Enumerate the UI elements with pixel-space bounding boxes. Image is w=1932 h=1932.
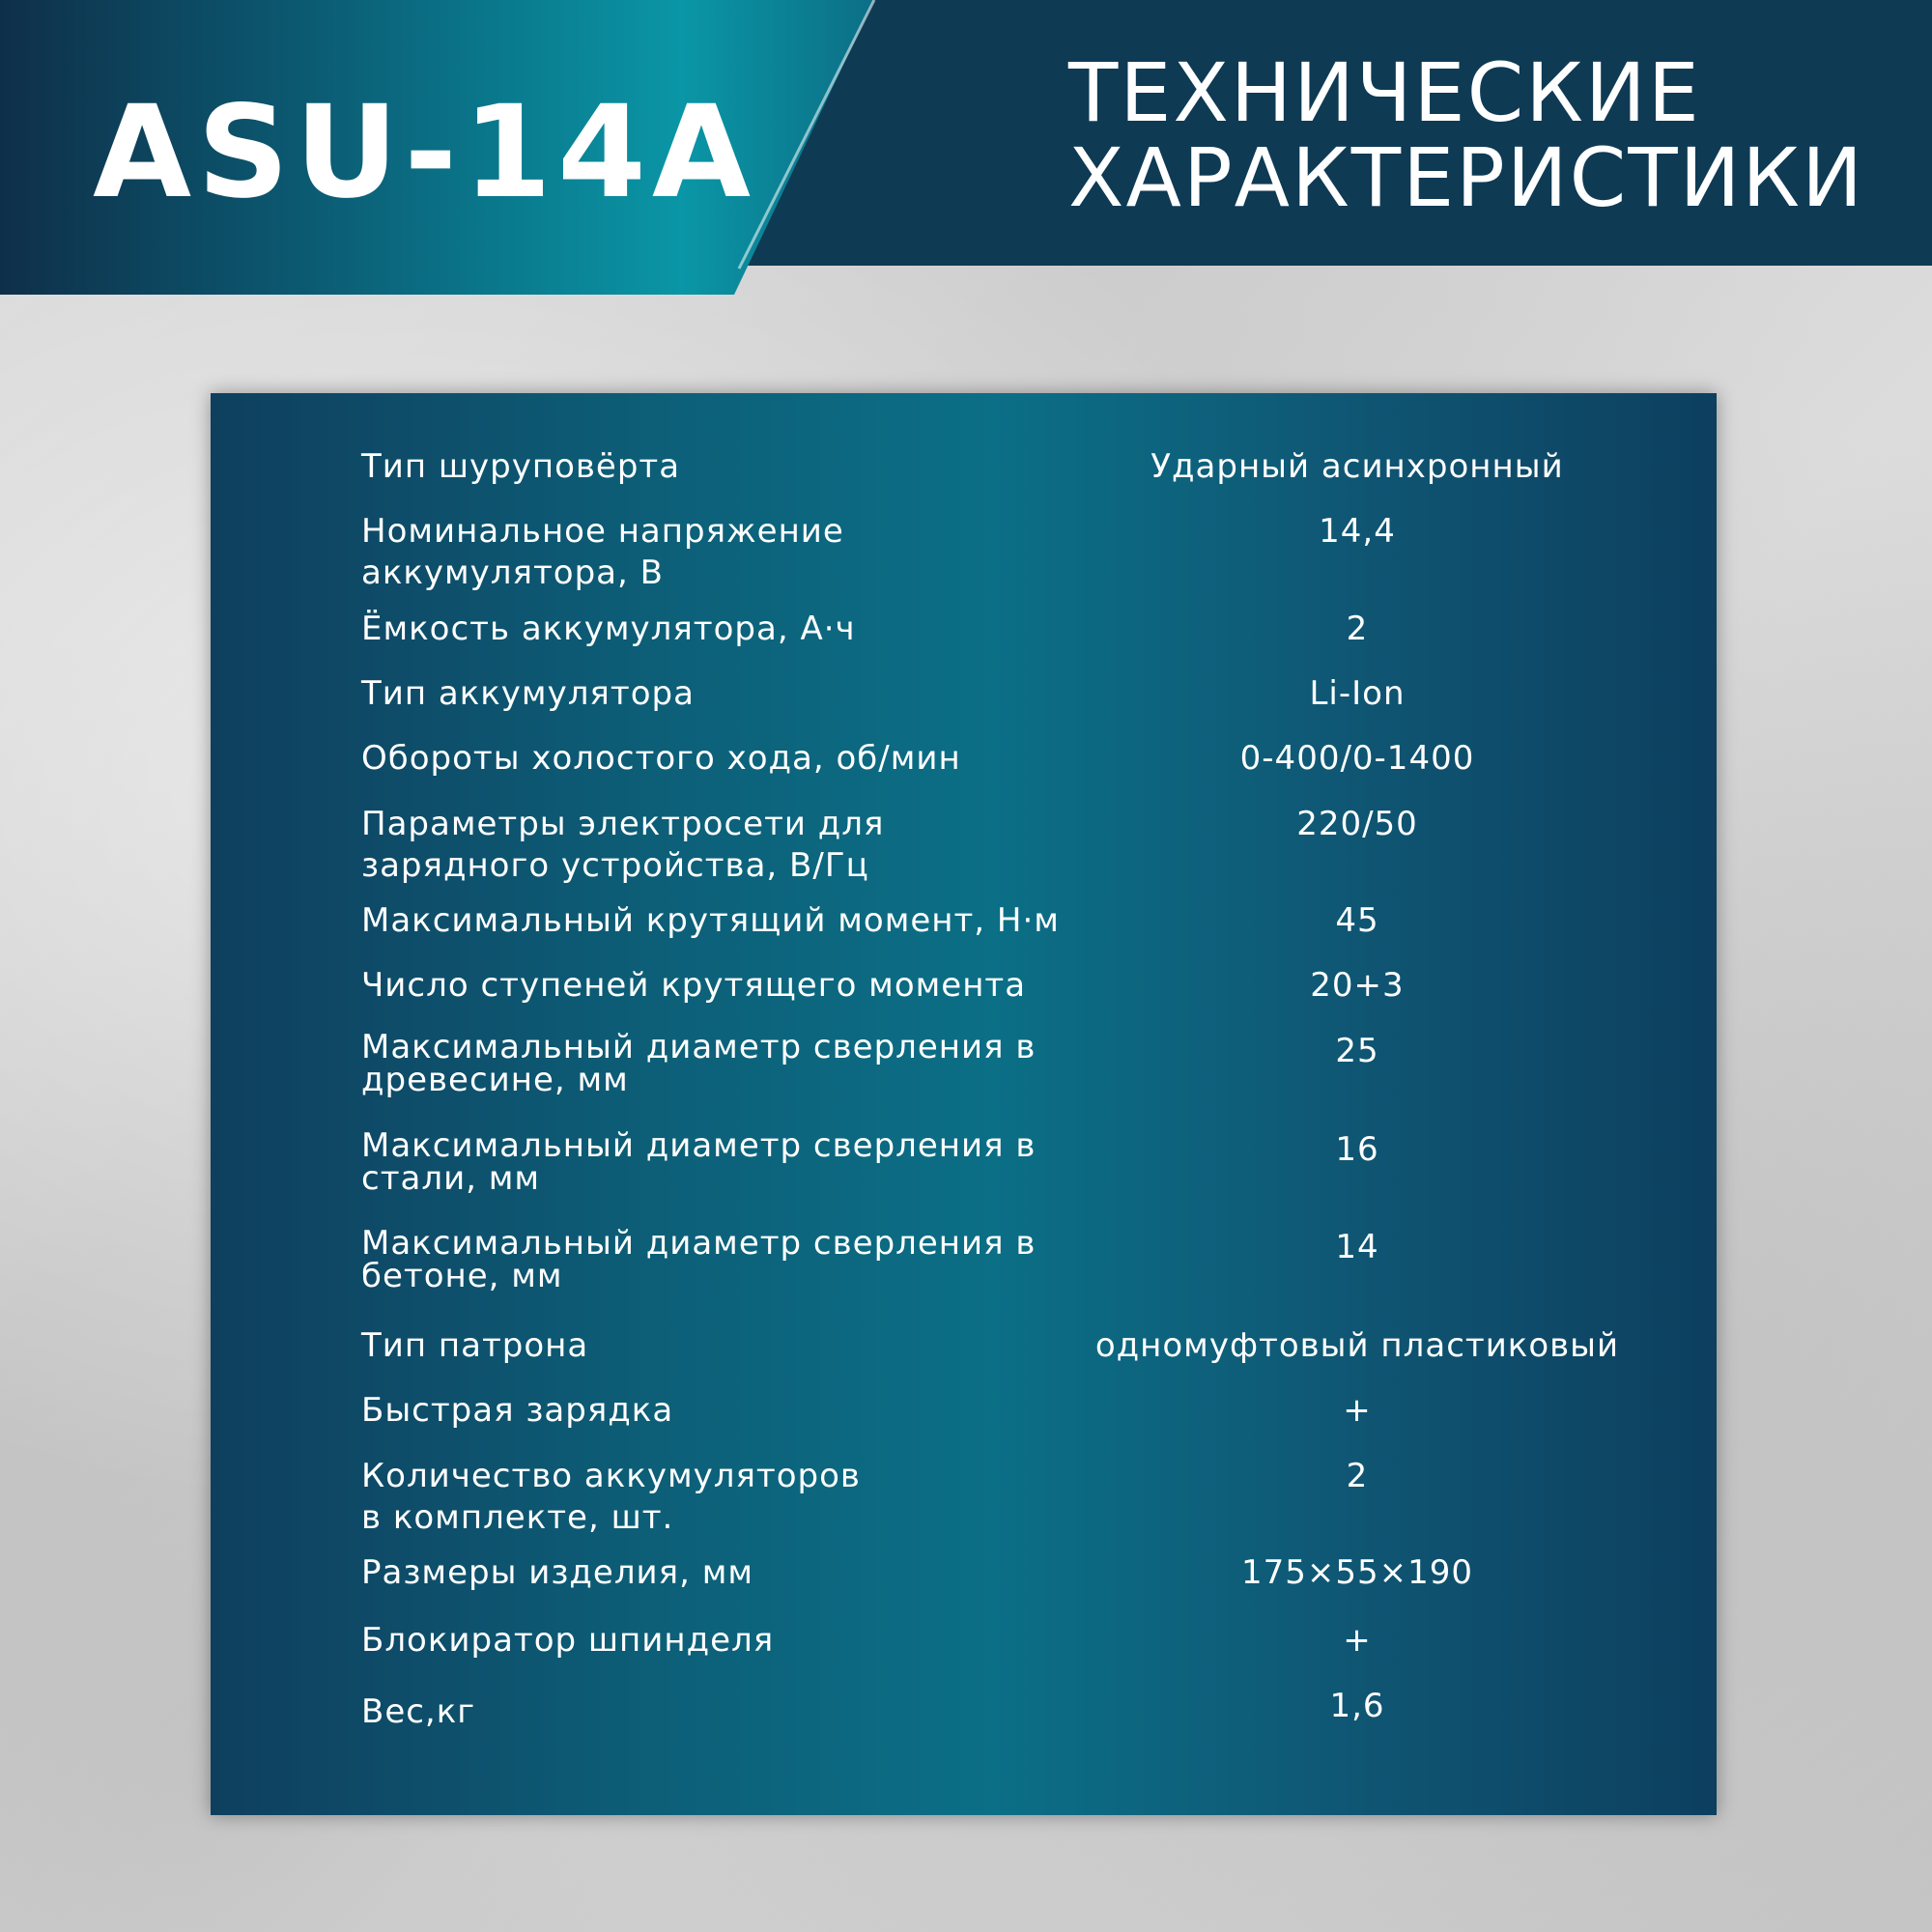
- spec-label: Максимальный диаметр сверления в бетоне, мм: [361, 1224, 1037, 1295]
- spec-label: Номинальное напряжение аккумулятора, В: [361, 512, 844, 592]
- spec-label: Блокиратор шпинделя: [361, 1621, 775, 1660]
- spec-value: 220/50: [1296, 805, 1418, 843]
- page-title-line-1: ТЕХНИЧЕСКИЕ: [1068, 45, 1701, 140]
- spec-value: 16: [1335, 1130, 1379, 1169]
- spec-value: 45: [1335, 901, 1379, 940]
- spec-label: Размеры изделия, мм: [361, 1553, 754, 1592]
- spec-label: Быстрая зарядка: [361, 1391, 674, 1430]
- spec-value: 2: [1346, 610, 1369, 648]
- spec-value: +: [1343, 1621, 1372, 1660]
- spec-label: Максимальный крутящий момент, Н·м: [361, 901, 1060, 940]
- spec-value: 1,6: [1329, 1687, 1385, 1725]
- spec-label: Максимальный диаметр сверления в древесине, мм: [361, 1028, 1037, 1099]
- model-name: ASU-14A: [93, 78, 757, 227]
- spec-value: Li-Ion: [1309, 674, 1406, 713]
- page-title-line-2: ХАРАКТЕРИСТИКИ: [1068, 130, 1864, 225]
- spec-label: Вес,кг: [361, 1692, 476, 1731]
- spec-value: 175×55×190: [1240, 1553, 1474, 1592]
- header-banner: [0, 0, 1932, 295]
- spec-value: Ударный асинхронный: [1151, 447, 1564, 486]
- spec-value: 2: [1346, 1457, 1369, 1495]
- page-title: [1068, 45, 1864, 225]
- spec-value: 0-400/0-1400: [1239, 739, 1475, 778]
- spec-value: одномуфтовый пластиковый: [1094, 1326, 1620, 1365]
- spec-value: 20+3: [1310, 966, 1405, 1005]
- spec-label: Количество аккумуляторов в комплекте, шт.: [361, 1457, 861, 1537]
- spec-label: Тип аккумулятора: [361, 674, 695, 713]
- spec-value: 25: [1335, 1032, 1379, 1070]
- spec-value: 14: [1335, 1228, 1379, 1266]
- spec-label: Тип шуруповёрта: [361, 447, 681, 486]
- spec-label: Обороты холостого хода, об/мин: [361, 739, 961, 778]
- spec-label: Максимальный диаметр сверления в стали, мм: [361, 1126, 1037, 1198]
- specs-panel: [211, 393, 1717, 1815]
- spec-label: Число ступеней крутящего момента: [361, 966, 1027, 1005]
- spec-label: Тип патрона: [361, 1326, 589, 1365]
- spec-value: +: [1343, 1391, 1372, 1430]
- spec-value: 14,4: [1319, 512, 1396, 551]
- spec-label: Ёмкость аккумулятора, А·ч: [361, 610, 856, 648]
- spec-label: Параметры электросети для зарядного устройства, В/Гц: [361, 805, 885, 885]
